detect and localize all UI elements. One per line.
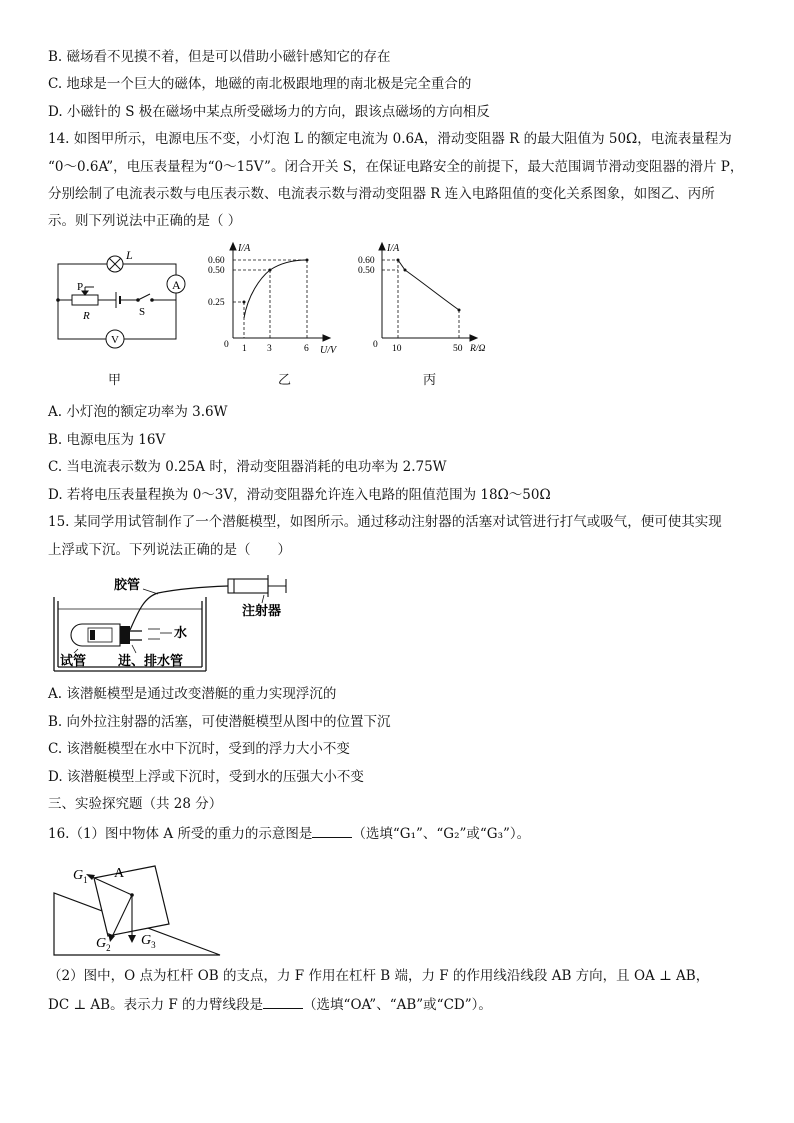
yi-point-3 [306, 259, 309, 262]
option-15b: B. 向外拉注射器的活塞，可使潜艇模型从图中的位置下沉 [48, 714, 391, 730]
bing-point-3 [458, 309, 461, 312]
g2-label: $G_2$ [96, 936, 111, 953]
yi-ylabel: I/A [238, 243, 251, 254]
caption-bing: 丙 [423, 373, 437, 388]
bing-ytick-050: 0.50 [358, 266, 375, 276]
question-16-part2-line2 [48, 996, 492, 1014]
lamp-symbol [107, 256, 123, 272]
q16-part2-choices: （选填“OA”、“AB”或“CD”）。 [303, 997, 492, 1013]
option-14d: D. 若将电压表量程换为 0～3V，滑动变阻器允许连入电路的阻值范围为 18Ω～50Ω [48, 487, 551, 503]
yi-curve [244, 260, 307, 318]
graph-yi [200, 240, 350, 360]
block-label: A [114, 866, 125, 881]
question-14-line3: 分别绘制了电流表示数与电压表示数、电流表示数与滑动变阻器 R 连入电路阻值的变化关系图象，如图乙、丙所 [48, 186, 715, 202]
incline-figure [48, 857, 228, 959]
yi-point-1 [243, 301, 246, 304]
option-14a: A. 小灯泡的额定功率为 3.6W [48, 404, 228, 420]
slider-label: P [77, 281, 84, 293]
bing-origin: 0 [373, 340, 378, 350]
option-14b: B. 电源电压为 16V [48, 432, 166, 448]
question-16-part2-line1: （2）图中，O 点为杠杆 OB 的支点，力 F 作用在杠杆 B 端，力 F 的作用线沿线段 AB 方向，且 OA ⊥ AB， [48, 968, 710, 984]
question-14-line4: 示。则下列说法中正确的是（ ） [48, 213, 242, 229]
bing-ylabel: I/A [387, 243, 400, 254]
section-3-heading: 三、实验探究题（共 28 分） [48, 796, 223, 812]
yi-xlabel: U/V [320, 345, 337, 356]
voltmeter-symbol [106, 330, 124, 348]
q16-part2-text: DC ⊥ AB。表示力 F 的力臂线段是 [48, 997, 264, 1013]
question-15-line2: 上浮或下沉。下列说法正确的是（ ） [48, 542, 291, 558]
answer-blank-2[interactable] [263, 996, 303, 1009]
syringe [228, 575, 286, 597]
caption-yi: 乙 [278, 373, 292, 388]
q16-part1-text: 16.（1）图中物体 A 所受的重力的示意图是 [48, 826, 313, 842]
option-15d: D. 该潜艇模型上浮或下沉时，受到水的压强大小不变 [48, 769, 364, 785]
pipe-label: 进、排水管 [118, 653, 184, 668]
bing-point-1 [397, 259, 400, 262]
question-16-part1 [48, 825, 530, 843]
yi-ytick-060: 0.60 [208, 256, 225, 266]
bing-xlabel: R/Ω [470, 344, 486, 354]
water-label: 水 [174, 625, 188, 640]
question-14-line1: 14. 如图甲所示，电源电压不变，小灯泡 L 的额定电流为 0.6A，滑动变阻器 R 的最大阻值为 50Ω，电流表量程为 [48, 131, 732, 147]
hose-label: 胶管 [114, 577, 141, 592]
yi-xtick-6: 6 [304, 344, 309, 354]
caption-jia: 甲 [108, 373, 122, 388]
bing-ytick-060: 0.60 [358, 256, 375, 266]
bing-xtick-50: 50 [453, 344, 463, 354]
graph-bing [350, 240, 500, 360]
testtube-label: 试管 [60, 653, 87, 668]
hose [130, 586, 228, 630]
option-13c: C. 地球是一个巨大的磁体，地磁的南北极跟地理的南北极是完全重合的 [48, 76, 472, 92]
bing-point-2 [404, 269, 407, 272]
yi-ytick-050: 0.50 [208, 266, 225, 276]
yi-xtick-1: 1 [242, 344, 247, 354]
rheostat-label: R [83, 310, 90, 322]
option-15a: A. 该潜艇模型是通过改变潜艇的重力实现浮沉的 [48, 686, 337, 702]
bing-xtick-10: 10 [392, 344, 402, 354]
g3-label: $G_3$ [141, 933, 156, 950]
g1-label: $G_1$ [73, 868, 88, 885]
circuit-diagram [48, 242, 198, 357]
svg-text:V: V [111, 334, 119, 346]
yi-ytick-025: 0.25 [208, 298, 225, 308]
question-15-line1: 15. 某同学用试管制作了一个潜艇模型，如图所示。通过移动注射器的活塞对试管进行打气或吸气，便可使其实现 [48, 514, 722, 530]
question-14-line2: “0～0.6A”，电压表量程为“0～15V”。闭合开关 S，在保证电路安全的前提下，最大范围调节滑动变阻器的滑片 P， [48, 159, 744, 175]
yi-point-2 [269, 269, 272, 272]
ammeter-symbol [167, 275, 185, 293]
option-13b: B. 磁场看不见摸不着，但是可以借助小磁针感知它的存在 [48, 49, 391, 65]
q16-part1-choices: （选填“G₁”、“G₂”或“G₃”）。 [352, 826, 531, 842]
syringe-label: 注射器 [242, 603, 282, 618]
lamp-label: L [126, 248, 133, 262]
yi-xtick-3: 3 [267, 344, 272, 354]
switch-label: S [139, 306, 146, 318]
submarine-model-figure [48, 567, 298, 675]
bing-curve [398, 260, 459, 310]
yi-origin: 0 [224, 340, 229, 350]
option-13d: D. 小磁针的 S 极在磁场中某点所受磁场力的方向，跟该点磁场的方向相反 [48, 104, 490, 120]
option-15c: C. 该潜艇模型在水中下沉时，受到的浮力大小不变 [48, 741, 350, 757]
option-14c: C. 当电流表示数为 0.25A 时，滑动变阻器消耗的电功率为 2.75W [48, 459, 447, 475]
svg-text:A: A [172, 278, 181, 292]
answer-blank-1[interactable] [312, 825, 352, 838]
